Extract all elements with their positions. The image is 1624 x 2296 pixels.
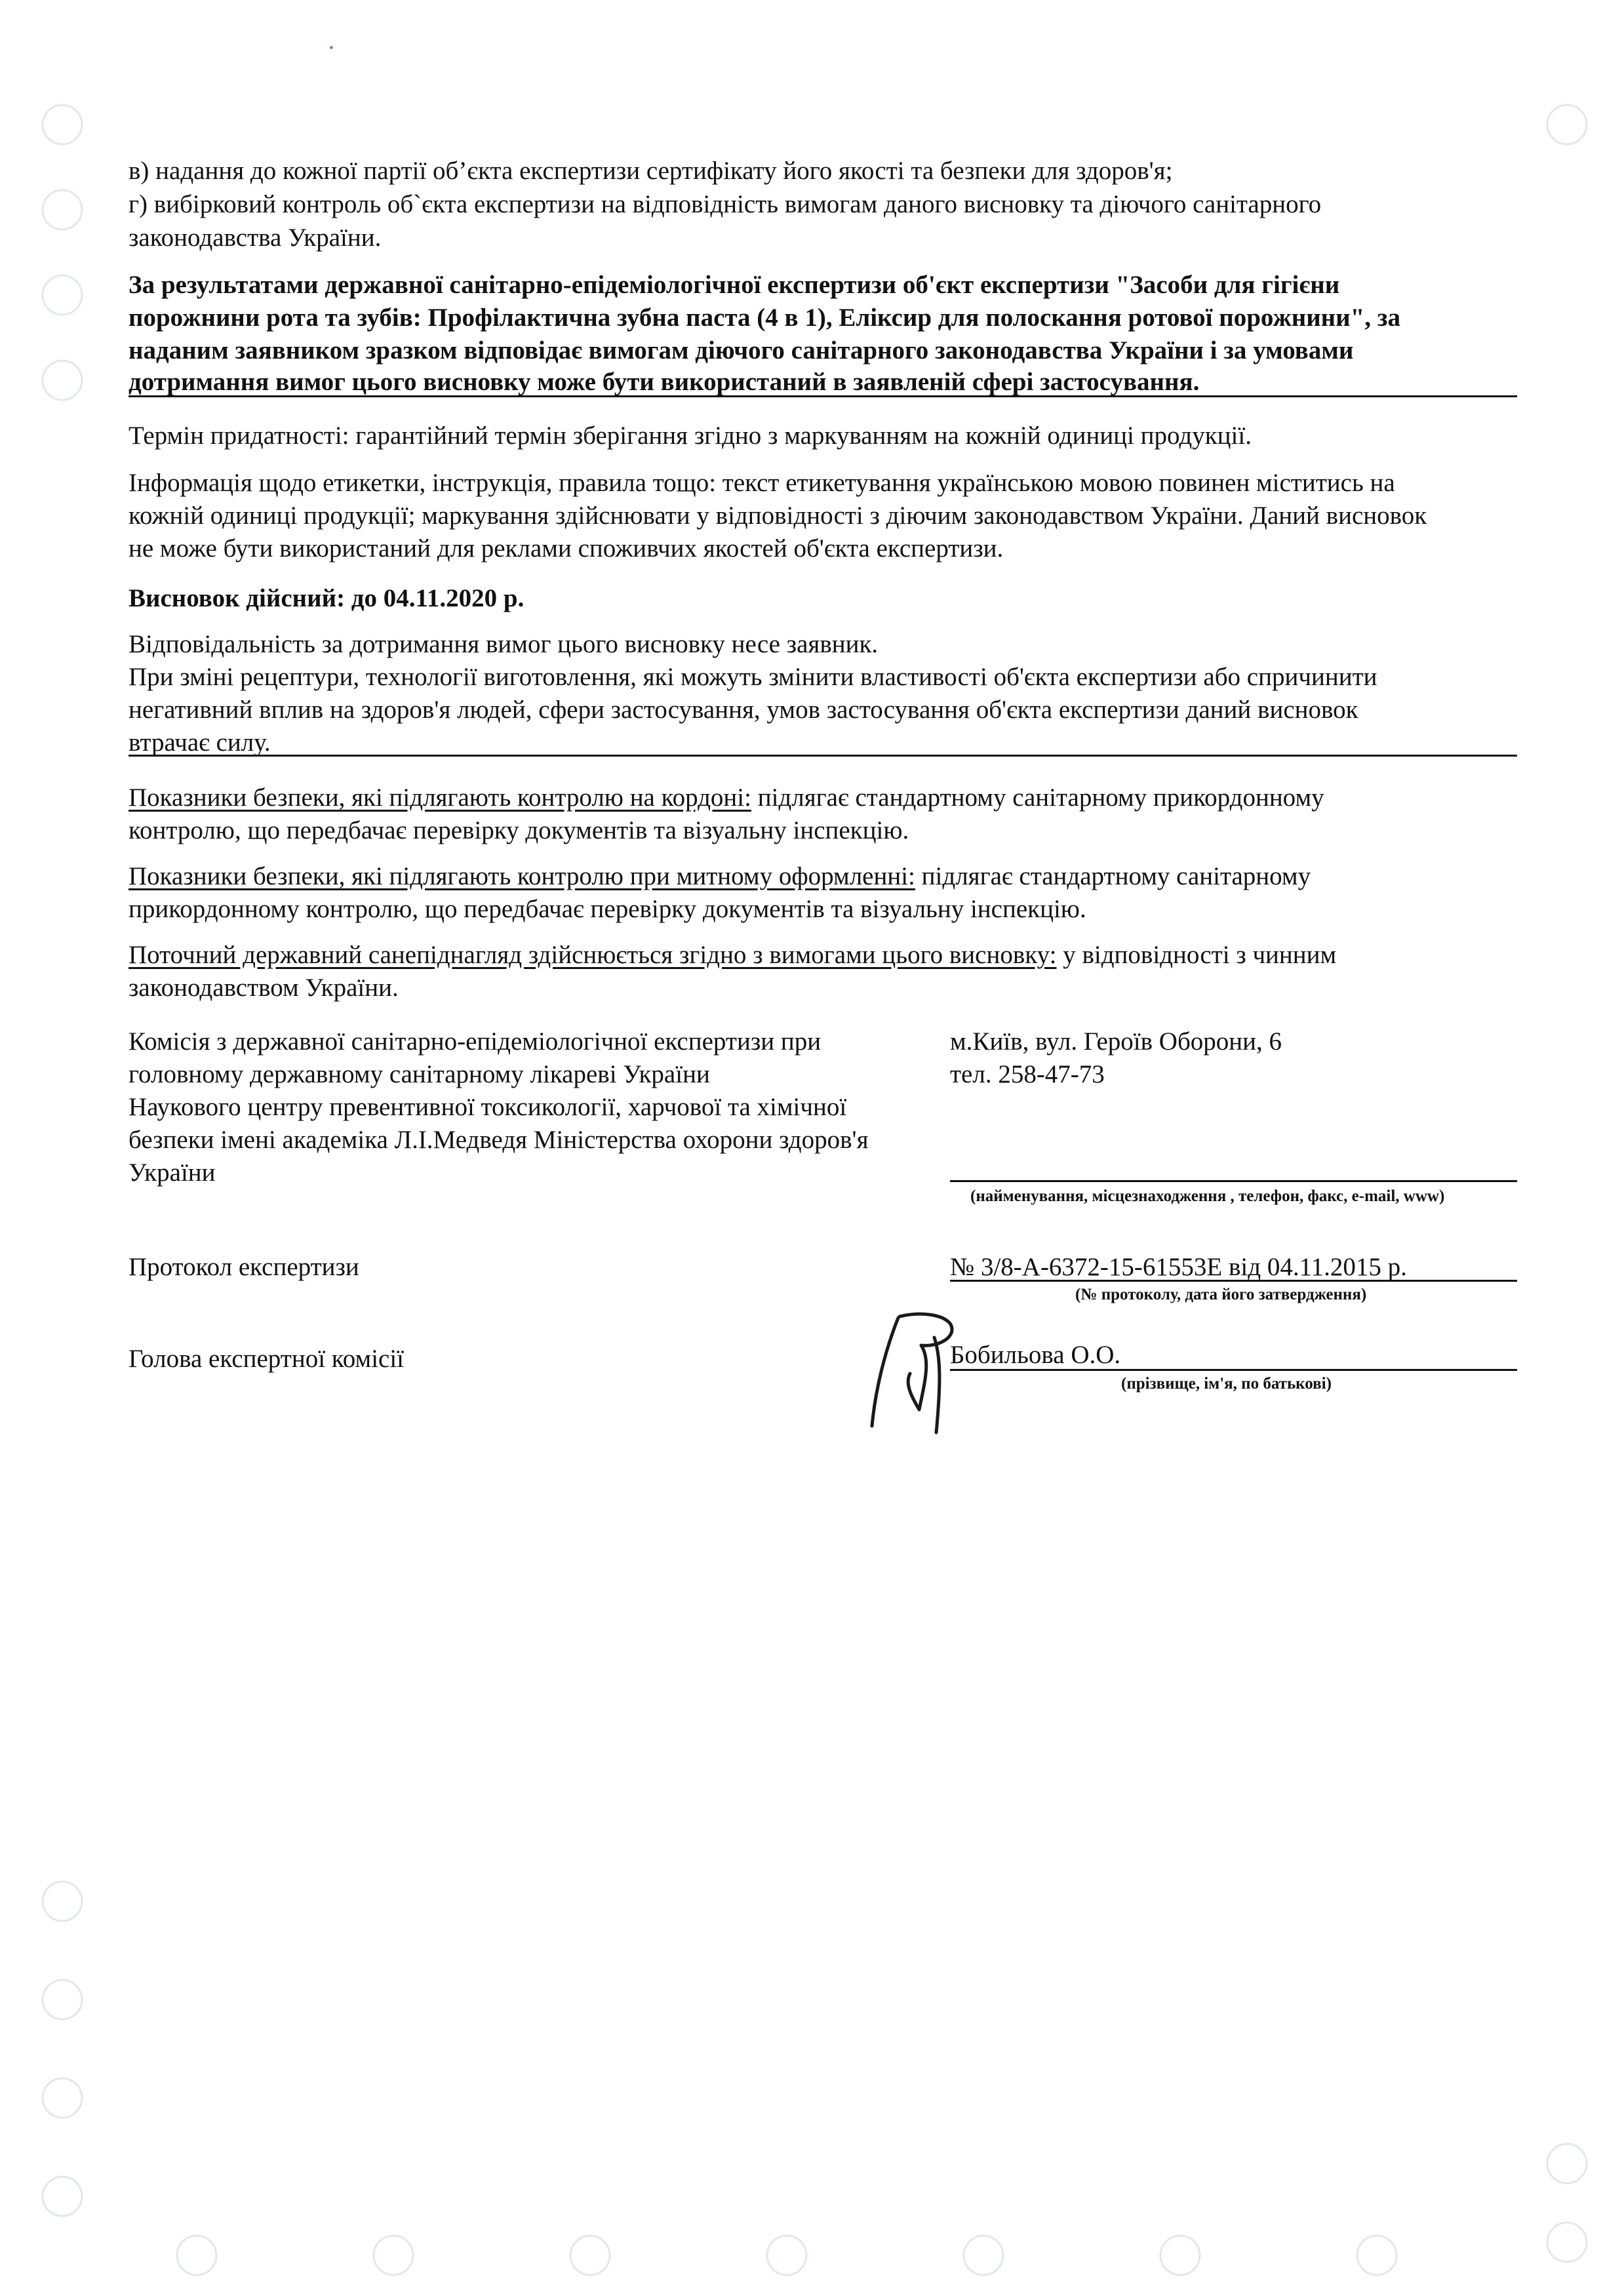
condition-g-line1: г) вибірковий контроль об`єкта експертизи на відповідність вимогам даного висновку та діючого санітарного <box>129 190 1322 218</box>
supervision-line2: законодавством України. <box>129 974 399 1002</box>
shelf-life: Термін придатності: гарантійний термін зберігання згідно з маркуванням на кожній одиниці продукції. <box>129 422 1252 450</box>
conclusion-line1: За результатами державної санітарно-епідеміологічної експертизи об'єкт експертизи "Засоби для гігієни <box>129 271 1340 299</box>
commission-line3: Наукового центру превентивної токсикології, харчової та хімічної <box>129 1093 847 1121</box>
label-info-line1: Інформація щодо етикетки, інструкція, правила тощо: текст етикетування українською мовою повинен міститись на <box>129 469 1395 497</box>
conclusion-line4: дотримання вимог цього висновку може бути використаний в заявленій сфері застосування. <box>129 368 1200 396</box>
head-label: Голова експертної комісії <box>129 1345 405 1373</box>
commission-line5: України <box>129 1158 216 1187</box>
border-control-label: Показники безпеки, які підлягають контролю на кордоні: <box>129 783 751 812</box>
commission-line4: безпеки імені академіка Л.І.Медведя Міністерства охорони здоров'я <box>129 1126 869 1154</box>
commission-address: м.Київ, вул. Героїв Оборони, 6 <box>950 1027 1282 1056</box>
head-underline <box>950 1369 1517 1371</box>
commission-line2: головному державному санітарному лікареві України <box>129 1060 710 1088</box>
customs-control-line1 <box>129 860 1311 893</box>
supervision-label: Поточний державний санепіднагляд здійснюється згідно з вимогами цього висновку: <box>129 941 1057 969</box>
head-name: Бобильова О.О. <box>950 1341 1121 1369</box>
protocol-label: Протокол експертизи <box>129 1253 359 1281</box>
separator-line-2 <box>129 755 1517 757</box>
condition-g-line2: законодавства України. <box>129 224 382 252</box>
stray-ink-dot <box>330 46 333 49</box>
border-control-line1 <box>129 782 1324 814</box>
protocol-value: № 3/8-А-6372-15-61553Е від 04.11.2015 р. <box>950 1253 1407 1281</box>
signature <box>859 1298 970 1442</box>
protocol-caption: (№ протоколу, дата його затвердження) <box>1075 1286 1367 1303</box>
label-info-line2: кожній одиниці продукції; маркування здійснювати у відповідності з діючим законодавством України. Даний висновок <box>129 502 1427 530</box>
commission-caption: (найменування, місцезнаходження , телефон, факс, e-mail, www) <box>970 1187 1445 1205</box>
conclusion-line2: порожнини рота та зубів: Профілактична зубна паста (4 в 1), Еліксир для полоскання ротової порожнини", за <box>129 304 1400 332</box>
customs-control-text: підлягає стандартному санітарному <box>915 862 1311 890</box>
protocol-underline <box>950 1280 1517 1282</box>
commission-line1: Комісія з державної санітарно-епідеміологічної експертизи при <box>129 1027 822 1056</box>
commission-phone: тел. 258-47-73 <box>950 1060 1105 1088</box>
customs-control-label: Показники безпеки, які підлягають контролю при митному оформленні: <box>129 862 915 890</box>
conclusion-line3: наданим заявником зразком відповідає вимогам діючого санітарного законодавства України і за умовами <box>129 336 1354 365</box>
validity: Висновок дійсний: до 04.11.2020 р. <box>129 584 525 612</box>
head-caption: (прізвище, ім'я, по батькові) <box>1121 1375 1332 1393</box>
supervision-text: у відповідності з чинним <box>1056 941 1337 969</box>
border-control-line2: контролю, що передбачає перевірку документів та візуальну інспекцію. <box>129 816 909 844</box>
label-info-line3: не може бути використаний для реклами споживчих якостей об'єкта експертизи. <box>129 534 1004 563</box>
commission-underline <box>950 1180 1517 1182</box>
responsibility-line1: Відповідальність за дотримання вимог цього висновку несе заявник. <box>129 630 879 658</box>
supervision-line1 <box>129 939 1336 972</box>
responsibility-line3: негативний вплив на здоров'я людей, сфери застосування, умов застосування об'єкта експертизи даний висновок <box>129 696 1358 724</box>
responsibility-line4: втрачає силу. <box>129 728 271 757</box>
responsibility-line2: При зміні рецептури, технології виготовлення, які можуть змінити властивості об'єкта експертизи або спричинити <box>129 663 1377 691</box>
separator-line-1 <box>129 395 1517 397</box>
border-control-text: підлягає стандартному санітарному прикордонному <box>751 783 1324 812</box>
condition-v: в) надання до кожної партії об’єкта експертизи сертифікату його якості та безпеки для здоров'я; <box>129 157 1173 185</box>
customs-control-line2: прикордонному контролю, що передбачає перевірку документів та візуальну інспекцію. <box>129 895 1086 923</box>
